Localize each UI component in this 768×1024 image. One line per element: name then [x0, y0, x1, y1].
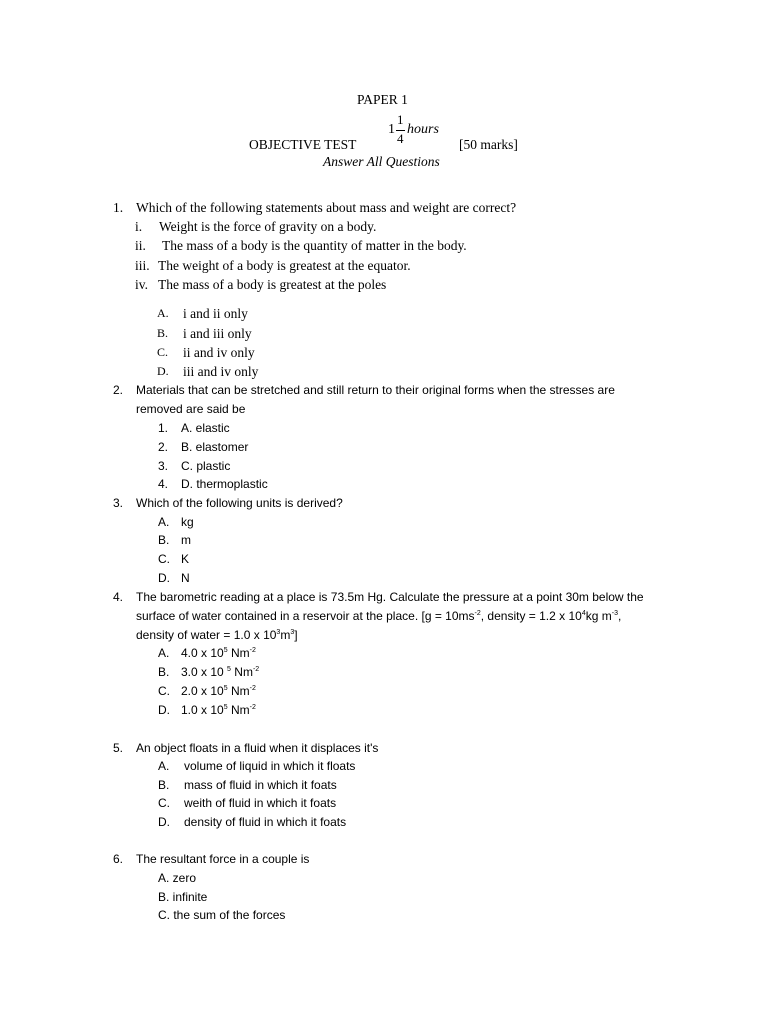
option-text[interactable]: mass of fluid in which it foats — [184, 778, 337, 792]
text-part: , density = 1.2 x 10 — [480, 609, 582, 623]
option-text[interactable]: volume of liquid in which it floats — [184, 759, 356, 773]
question-number: 2. — [113, 383, 124, 397]
option-text[interactable]: B. elastomer — [181, 440, 249, 454]
option-letter: 3. — [158, 459, 169, 473]
superscript: -2 — [249, 647, 256, 654]
option-text[interactable] — [181, 703, 256, 717]
option-letter: B. — [157, 326, 169, 340]
text-part: 3.0 x 10 — [181, 665, 228, 679]
statement-text: Weight is the force of gravity on a body. — [159, 219, 377, 234]
superscript: -2 — [249, 685, 256, 692]
question-number: 5. — [113, 741, 124, 755]
option-letter: B. — [158, 533, 170, 547]
superscript: 5 — [227, 666, 231, 673]
question-text: removed are said be — [136, 402, 246, 416]
superscript: -2 — [249, 704, 256, 711]
option-letter: D. — [158, 703, 170, 717]
option-letter: C. — [158, 552, 170, 566]
superscript: -2 — [252, 666, 260, 673]
option-text[interactable]: ii and iv only — [183, 345, 255, 360]
text-part: Nm — [227, 703, 250, 717]
question-text: Which of the following statements about mass and weight are correct? — [136, 200, 517, 215]
question-text — [136, 609, 621, 623]
duration-unit: hours — [407, 122, 439, 137]
superscript: 3 — [276, 629, 281, 636]
option-letter: C. — [158, 796, 170, 810]
question-text: Which of the following units is derived? — [136, 496, 343, 510]
superscript: 3 — [290, 629, 295, 636]
option-text[interactable]: kg — [181, 515, 194, 529]
option-letter: B. — [158, 665, 170, 679]
question-text: An object floats in a fluid when it displaces it's — [136, 741, 379, 755]
paper-title: PAPER 1 — [357, 92, 408, 107]
question-number: 3. — [113, 496, 124, 510]
duration-whole: 1 — [388, 122, 395, 137]
test-type: OBJECTIVE TEST — [249, 137, 357, 152]
option-text[interactable]: i and ii only — [183, 306, 248, 321]
option-text[interactable]: D. thermoplastic — [181, 477, 268, 491]
question-text: Materials that can be stretched and still return to their original forms when the stresses are — [136, 383, 615, 397]
option-letter: C. — [158, 684, 170, 698]
option-text[interactable] — [181, 665, 259, 679]
superscript: 4 — [581, 610, 586, 617]
question-number: 4. — [113, 590, 124, 604]
superscript: 5 — [223, 647, 228, 654]
superscript: 5 — [223, 704, 228, 711]
superscript: 5 — [223, 685, 228, 692]
statement-number: iv. — [135, 277, 148, 292]
option-text[interactable]: C. the sum of the forces — [158, 908, 286, 922]
question-text: The barometric reading at a place is 73.5m Hg. Calculate the pressure at a point 30m below the — [136, 590, 644, 604]
text-part: surface of water contained in a reservoir at the place. [g = 10ms — [136, 609, 475, 623]
question-number: 6. — [113, 852, 124, 866]
statement-number: ii. — [135, 238, 146, 253]
statement-text: The mass of a body is the quantity of matter in the body. — [162, 238, 467, 253]
option-text[interactable] — [181, 646, 256, 660]
text-part: density of water = 1.0 x 10 — [136, 628, 277, 642]
text-part: , — [617, 609, 622, 623]
option-letter: 2. — [158, 440, 169, 454]
option-text[interactable] — [181, 684, 256, 698]
option-text[interactable]: A. elastic — [181, 421, 230, 435]
option-text[interactable]: m — [181, 533, 191, 547]
instruction: Answer All Questions — [323, 154, 440, 169]
option-text[interactable]: K — [181, 552, 190, 566]
superscript: -2 — [474, 610, 481, 617]
question-text — [136, 628, 298, 642]
question-number: 1. — [113, 200, 124, 215]
statement-text: The weight of a body is greatest at the equator. — [158, 258, 411, 273]
option-text[interactable]: i and iii only — [183, 326, 252, 341]
option-letter: 1. — [158, 421, 169, 435]
option-text[interactable]: A. zero — [158, 871, 197, 885]
text-part: Nm — [227, 684, 250, 698]
text-part: ] — [294, 628, 298, 642]
option-letter: D. — [158, 815, 170, 829]
text-part: m — [280, 628, 291, 642]
option-letter: 4. — [158, 477, 169, 491]
option-letter: D. — [157, 364, 169, 378]
option-text[interactable]: iii and iv only — [183, 364, 259, 379]
duration-denominator: 4 — [397, 131, 404, 146]
text-part: 4.0 x 10 — [181, 646, 224, 660]
text-part: Nm — [230, 665, 253, 679]
option-letter: A. — [157, 306, 169, 320]
text-part: 2.0 x 10 — [181, 684, 224, 698]
statement-number: i. — [135, 219, 143, 234]
question-text: The resultant force in a couple is — [136, 852, 310, 866]
superscript: -3 — [611, 610, 618, 617]
option-letter: A. — [158, 646, 170, 660]
duration-numerator: 1 — [397, 112, 404, 127]
option-text[interactable]: weith of fluid in which it foats — [184, 796, 337, 810]
option-letter: B. — [158, 778, 170, 792]
statement-number: iii. — [135, 258, 150, 273]
option-text[interactable]: N — [181, 571, 190, 585]
option-letter: A. — [158, 515, 170, 529]
text-part: Nm — [227, 646, 250, 660]
option-letter: A. — [158, 759, 170, 773]
option-letter: C. — [157, 345, 169, 359]
option-letter: D. — [158, 571, 170, 585]
option-text[interactable]: density of fluid in which it foats — [184, 815, 347, 829]
option-text[interactable]: B. infinite — [158, 890, 208, 904]
statement-text: The mass of a body is greatest at the poles — [158, 277, 387, 292]
text-part: kg m — [585, 609, 612, 623]
marks: [50 marks] — [459, 137, 518, 152]
option-text[interactable]: C. plastic — [181, 459, 231, 473]
text-part: 1.0 x 10 — [181, 703, 224, 717]
